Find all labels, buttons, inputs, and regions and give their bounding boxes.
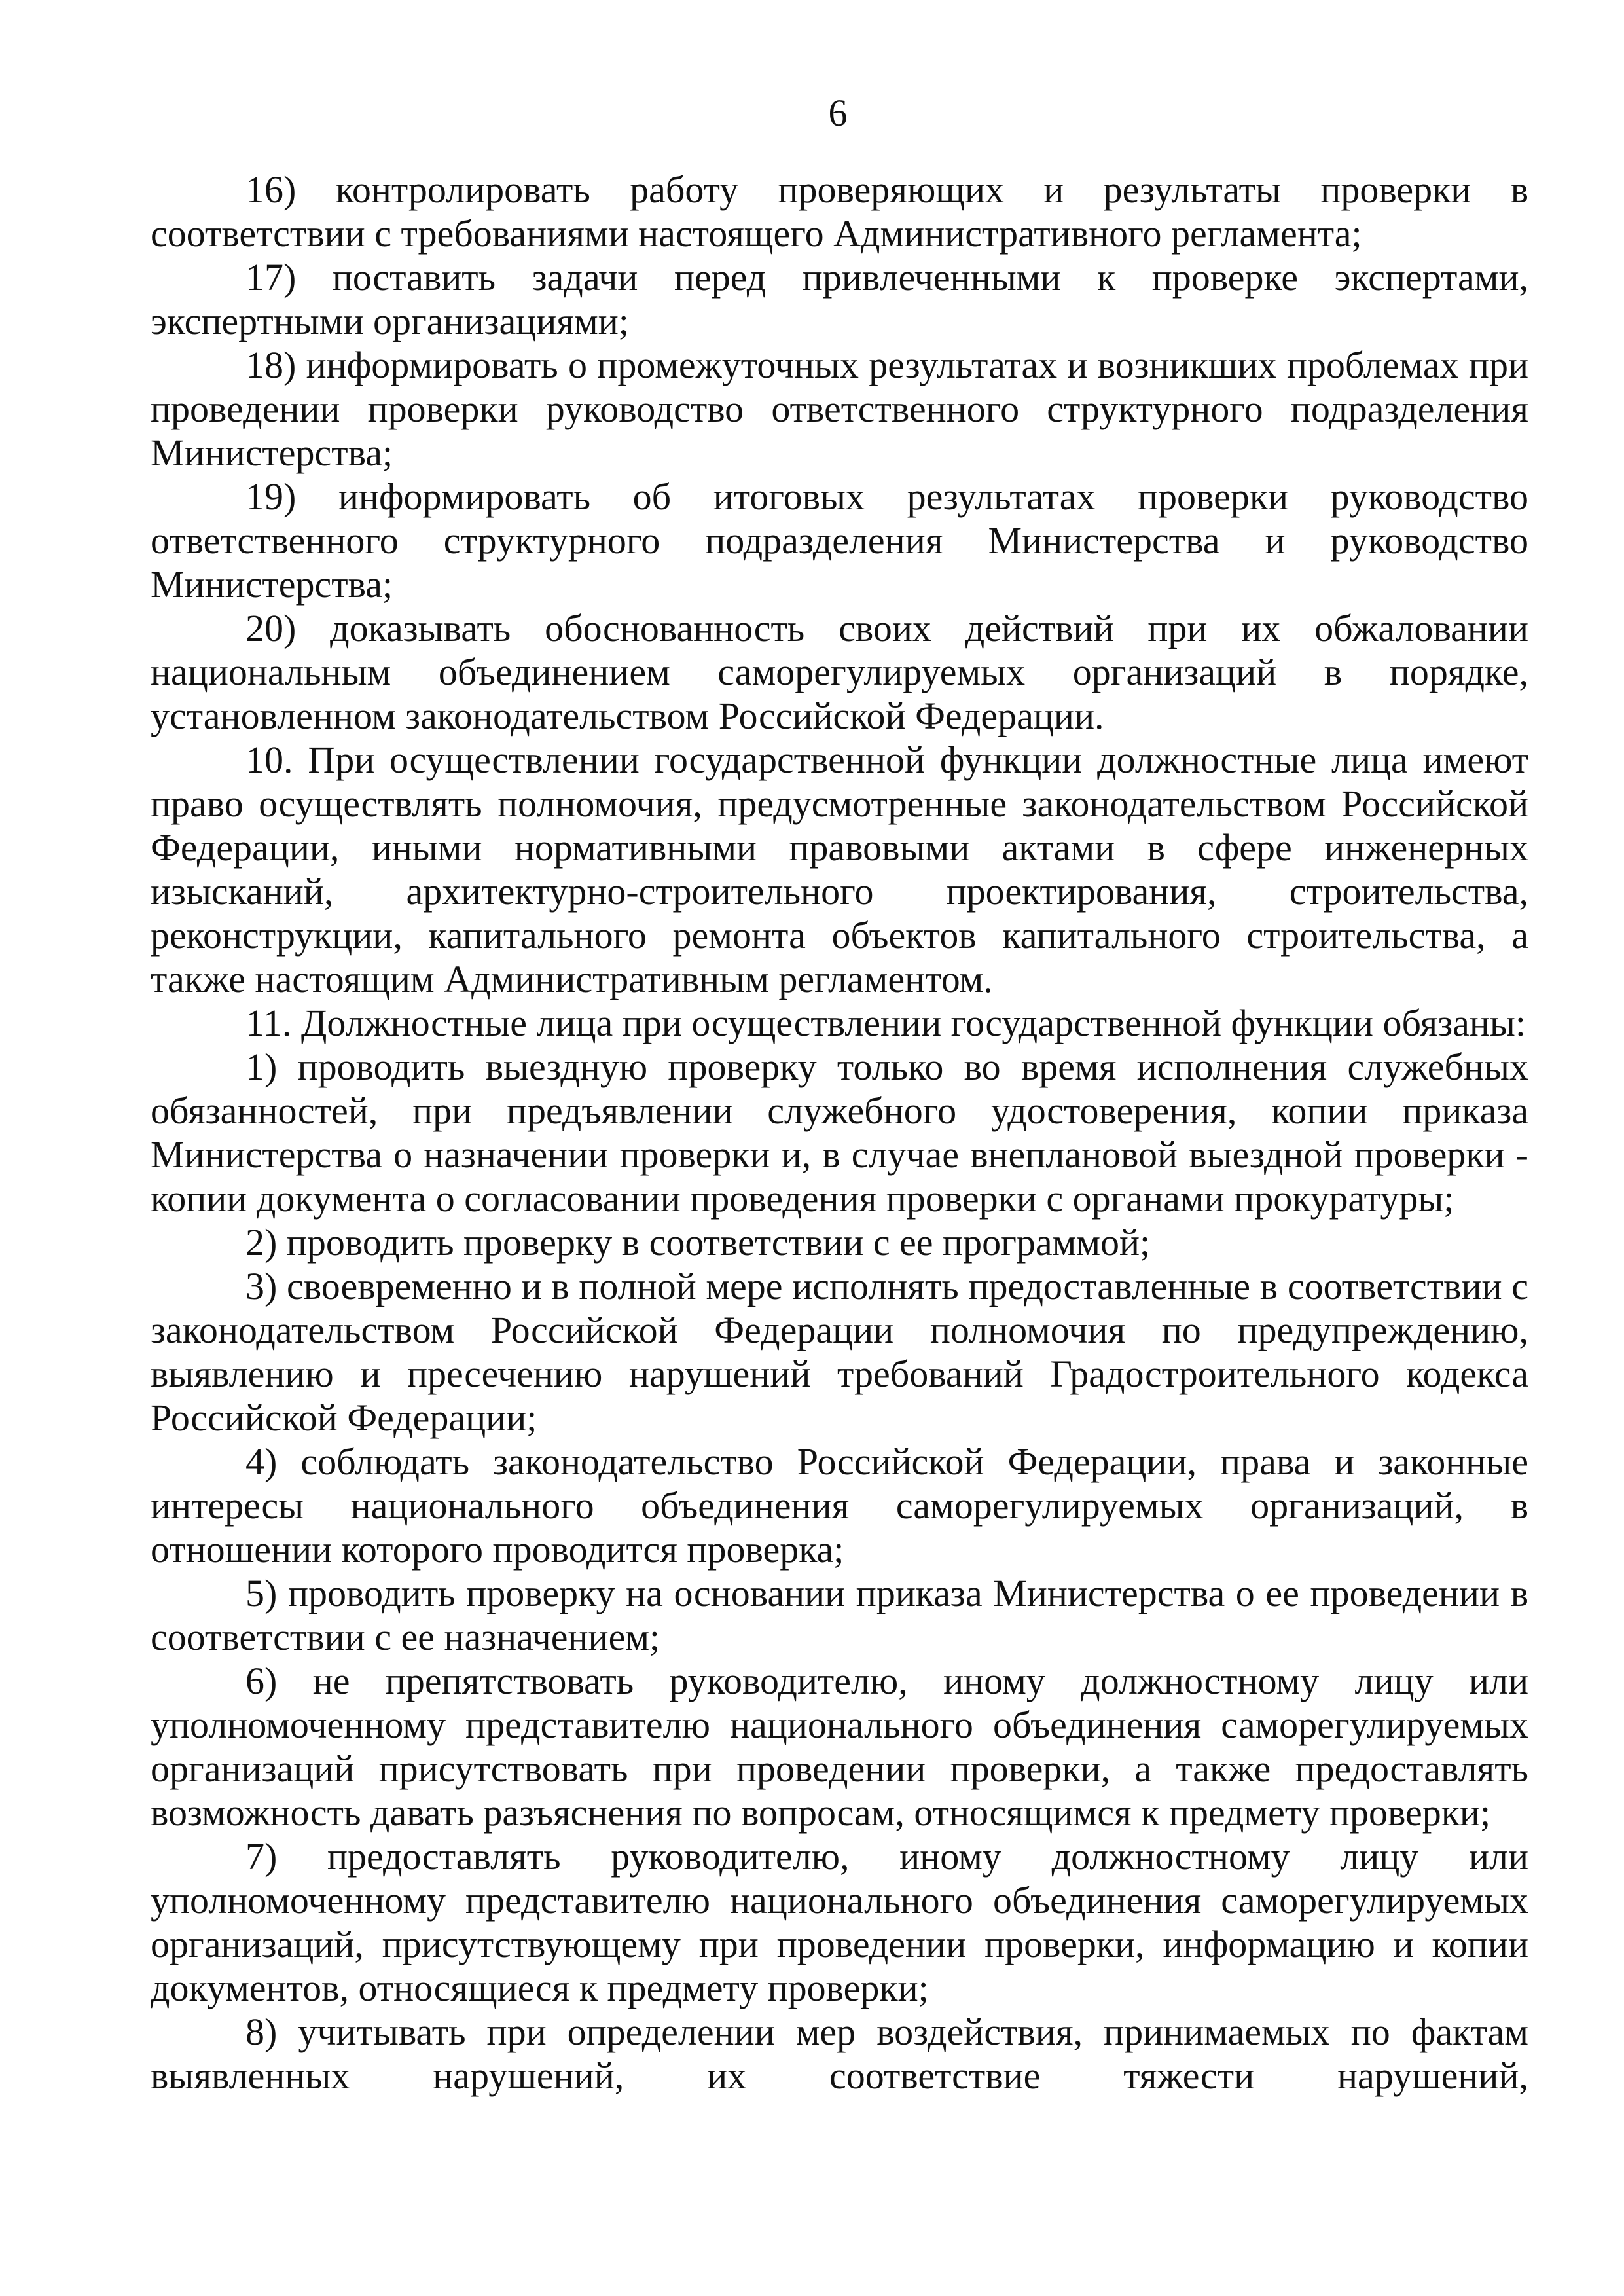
paragraph-item-20: 20) доказывать обоснованность своих действий при их обжаловании национальным объединением саморегулируемых организаций в порядке, установленном законодательством Российской Федерации. — [151, 607, 1528, 737]
paragraph-item-18: 18) информировать о промежуточных результатах и возникших проблемах при проведении проверки руководство ответственного структурного подразделения Министерства; — [151, 344, 1528, 474]
page-number: 6 — [828, 92, 848, 134]
paragraph-duty-5: 5) проводить проверку на основании приказа Министерства о ее проведении в соответствии с ее назначением; — [151, 1572, 1528, 1658]
paragraph-section-10: 10. При осуществлении государственной функции должностные лица имеют право осуществлять полномочия, предусмотренные законодательством Российской Федерации, иными нормативными правовыми актами в сфере инженерных изысканий, архитектурно-строительного проектирования, строительства, реконструкции, капитального ремонта объектов капитального строительства, а также настоящим Административным регламентом. — [151, 738, 1528, 1000]
paragraph-duty-4: 4) соблюдать законодательство Российской Федерации, права и законные интересы национального объединения саморегулируемых организаций, в отношении которого проводится проверка; — [151, 1440, 1528, 1571]
paragraph-duty-1: 1) проводить выездную проверку только во время исполнения служебных обязанностей, при предъявлении служебного удостоверения, копии приказа Министерства о назначении проверки и, в случае внеплановой выездной проверки - копии документа о согласовании проведения проверки с органами прокуратуры; — [151, 1046, 1528, 1220]
paragraph-duty-6: 6) не препятствовать руководителю, иному должностному лицу или уполномоченному представителю национального объединения саморегулируемых организаций присутствовать при проведении проверки, а также предоставлять возможность давать разъяснения по вопросам, относящимся к предмету проверки; — [151, 1660, 1528, 1834]
paragraph-duty-8: 8) учитывать при определении мер воздействия, принимаемых по фактам выявленных нарушений, их соответствие тяжести нарушений, — [151, 2011, 1528, 2097]
paragraph-item-17: 17) поставить задачи перед привлеченными к проверке экспертами, экспертными организациями; — [151, 256, 1528, 342]
paragraph-item-16: 16) контролировать работу проверяющих и результаты проверки в соответствии с требованиями настоящего Административного регламента; — [151, 168, 1528, 255]
paragraph-duty-3: 3) своевременно и в полной мере исполнять предоставленные в соответствии с законодательством Российской Федерации полномочия по предупреждению, выявлению и пресечению нарушений требований Градостроительного кодекса Российской Федерации; — [151, 1265, 1528, 1439]
paragraph-item-19: 19) информировать об итоговых результатах проверки руководство ответственного структурного подразделения Министерства и руководство Министерства; — [151, 475, 1528, 606]
paragraph-duty-7: 7) предоставлять руководителю, иному должностному лицу или уполномоченному представителю национального объединения саморегулируемых организаций, присутствующему при проведении проверки, информацию и копии документов, относящиеся к предмету проверки; — [151, 1835, 1528, 2009]
paragraph-duty-2: 2) проводить проверку в соответствии с ее программой; — [245, 1221, 1151, 1264]
document-body — [151, 168, 1528, 2098]
paragraph-section-11: 11. Должностные лица при осуществлении государственной функции обязаны: — [245, 1002, 1526, 1044]
